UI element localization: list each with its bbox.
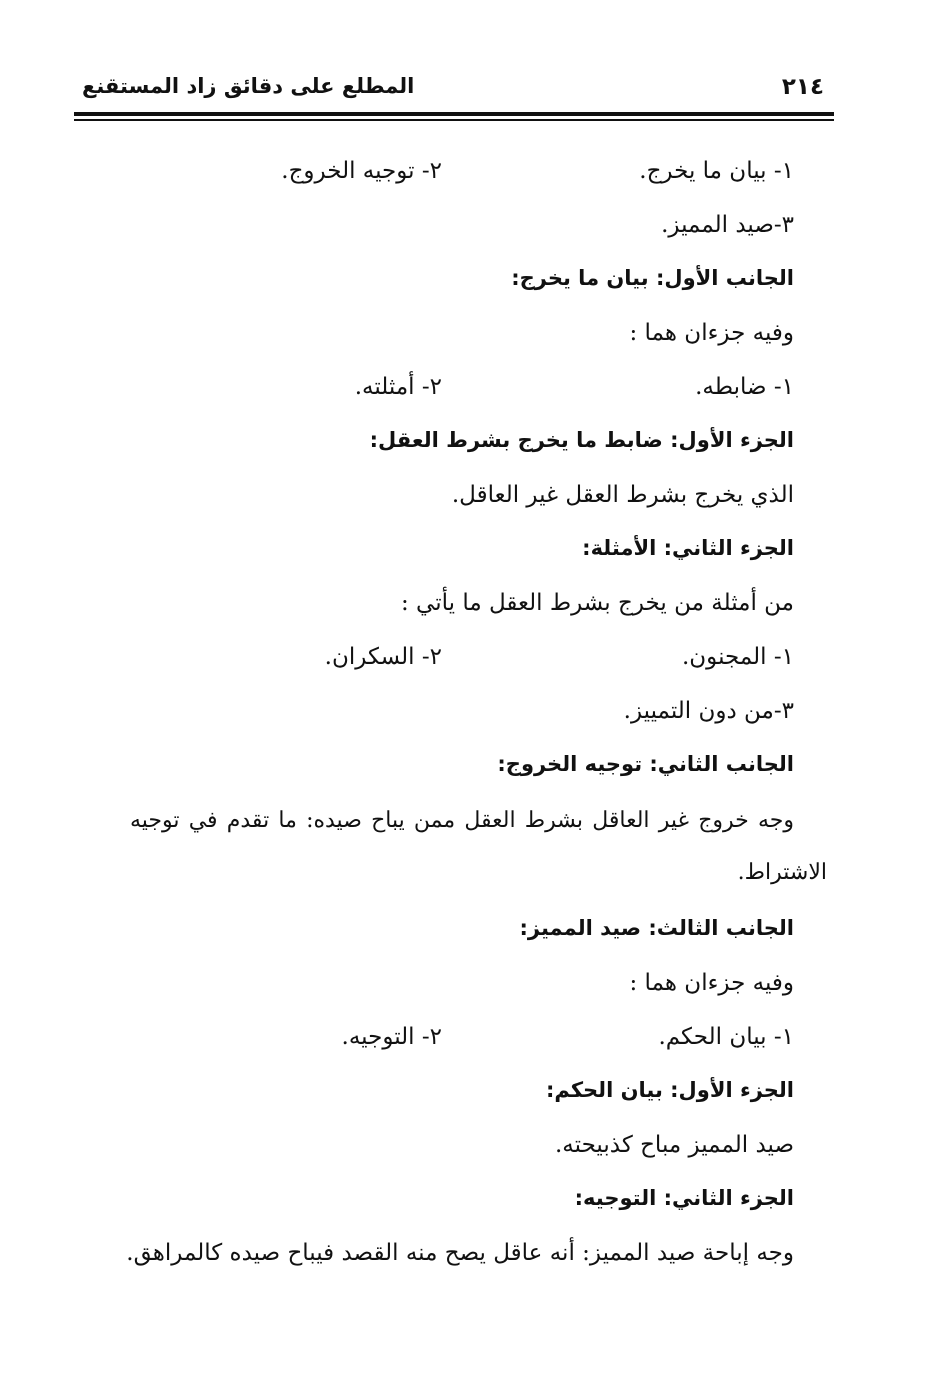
section-heading: الجانب الثالث: صيد المميز: [519, 916, 794, 940]
list-item: ٣-من دون التمييز. [623, 698, 794, 724]
page-header [78, 70, 830, 106]
section-heading: الجزء الأول: ضابط ما يخرج بشرط العقل: [369, 428, 794, 452]
list-item: ١- ضابطه. [695, 374, 794, 400]
list-item: ١- بيان ما يخرج. [639, 158, 794, 184]
paragraph: وجه إباحة صيد المميز: أنه عاقل يصح منه القصد فيباح صيده كالمراهق. [126, 1240, 794, 1266]
list-item: ٢- السكران. [324, 644, 442, 670]
list-item: ٢- توجيه الخروج. [281, 158, 442, 184]
section-heading: الجزء الثاني: التوجيه: [574, 1186, 794, 1210]
header-rule-thin [74, 119, 834, 121]
section-heading: الجزء الثاني: الأمثلة: [582, 536, 794, 560]
section-heading: الجزء الأول: بيان الحكم: [545, 1078, 794, 1102]
header-rule-thick [74, 112, 834, 116]
section-heading: الجانب الثاني: توجيه الخروج: [497, 752, 794, 776]
list-item: ٢- أمثلته. [354, 374, 442, 400]
paragraph: وفيه جزءان هما : [629, 970, 794, 996]
page-number: ٢١٤ [781, 74, 824, 100]
list-item: ٢- التوجيه. [341, 1024, 442, 1050]
section-heading: الجانب الأول: بيان ما يخرج: [511, 266, 794, 290]
paragraph-continuation: الاشتراط. [737, 860, 827, 885]
paragraph: وجه خروج غير العاقل بشرط العقل ممن يباح صيده: ما تقدم في توجيه [130, 808, 794, 833]
book-title: المطلع على دقائق زاد المستقنع [82, 74, 415, 98]
list-item: ٣-صيد المميز. [661, 212, 794, 238]
list-item: ١- المجنون. [681, 644, 794, 670]
paragraph: من أمثلة من يخرج بشرط العقل ما يأتي : [400, 590, 794, 616]
paragraph: وفيه جزءان هما : [629, 320, 794, 346]
paragraph: الذي يخرج بشرط العقل غير العاقل. [451, 482, 794, 508]
list-item: ١- بيان الحكم. [658, 1024, 794, 1050]
paragraph: صيد المميز مباح كذبيحته. [554, 1132, 794, 1158]
